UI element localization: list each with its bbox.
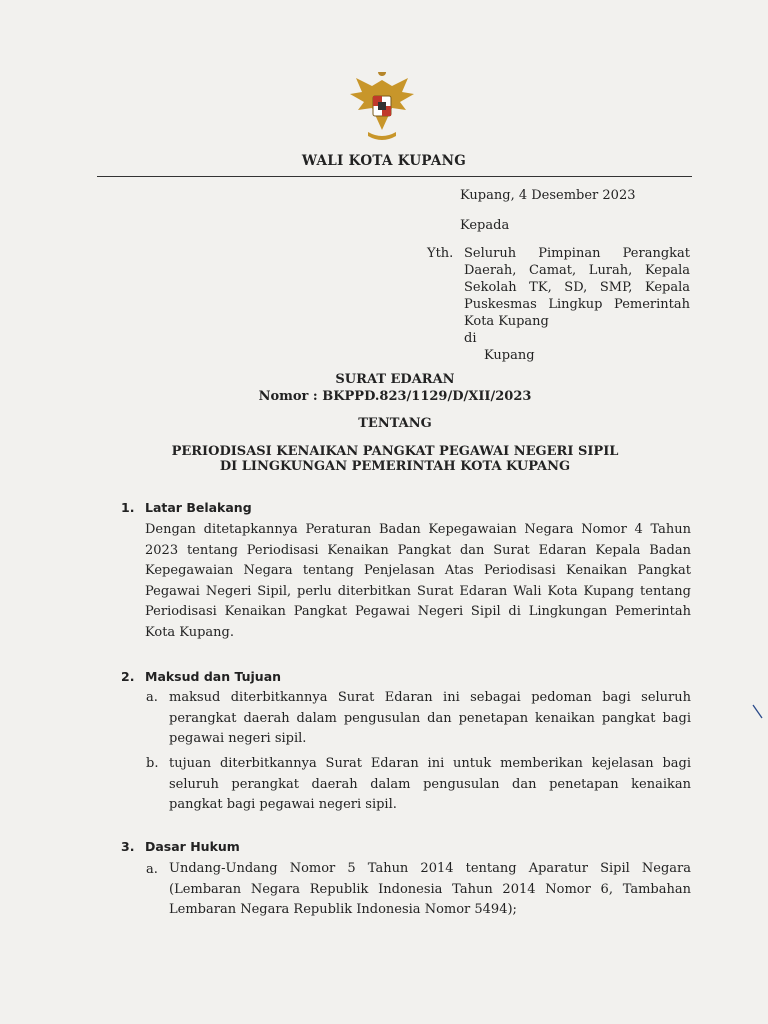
section-number: 2. <box>121 669 135 684</box>
paragraph-line: pangkat bagi pegawai negeri sipil. <box>169 797 397 813</box>
paragraph-line: Undang-Undang Nomor 5 Tahun 2014 tentang Aparatur Sipil Negara <box>169 861 691 876</box>
place-label: Kupang <box>484 348 535 363</box>
circular-title: SURAT EDARAN <box>335 372 455 387</box>
section-number: 3. <box>121 839 135 854</box>
list-marker: b. <box>146 756 159 771</box>
list-item <box>169 754 691 816</box>
di-label: di <box>464 331 477 346</box>
paragraph-line: 2023 tentang Periodisasi Kenaikan Pangkat dan Surat Edaran Kepala Badan <box>145 542 691 558</box>
section-paragraph <box>145 520 691 644</box>
recipient-line: Seluruh Pimpinan Perangkat <box>464 246 690 261</box>
subject-line: PERIODISASI KENAIKAN PANGKAT PEGAWAI NEGERI SIPIL <box>171 444 619 459</box>
paragraph-line: pegawai negeri sipil. <box>169 731 307 747</box>
recipient-line: Sekolah TK, SD, SMP, Kepala <box>464 280 690 295</box>
paragraph-line: Kepegawaian Negara tentang Penjelasan Atas Periodisasi Kenaikan Pangkat <box>145 563 691 579</box>
circular-number: Nomor : BKPPD.823/1129/D/XII/2023 <box>258 389 532 404</box>
paragraph-line: Lembaran Negara Republik Indonesia Nomor 5494); <box>169 902 517 918</box>
letterhead-rule <box>97 176 692 177</box>
recipient-line: Puskesmas Lingkup Pemerintah <box>464 297 690 312</box>
paragraph-line: Dengan ditetapkannya Peraturan Badan Kepegawaian Negara Nomor 4 Tahun <box>145 522 691 537</box>
paragraph-line: seluruh perangkat daerah dalam pengusulan dan penetapan kenaikan <box>169 776 691 792</box>
paragraph-line: perangkat daerah dalam pengusulan dan penetapan kenaikan pangkat bagi <box>169 710 691 726</box>
list-item <box>169 688 691 750</box>
paragraph-line: Pegawai Negeri Sipil, perlu diterbitkan Surat Edaran Wali Kota Kupang tentang <box>145 583 691 599</box>
recipient-line: Daerah, Camat, Lurah, Kepala <box>464 263 690 278</box>
list-marker: a. <box>146 862 158 877</box>
section-number: 1. <box>121 500 135 515</box>
paragraph-line: Kota Kupang. <box>145 624 234 640</box>
letterhead-org-name: WALI KOTA KUPANG <box>301 153 467 169</box>
list-marker: a. <box>146 690 158 705</box>
yth-label: Yth. <box>427 246 454 261</box>
paragraph-line: maksud diterbitkannya Surat Edaran ini sebagai pedoman bagi seluruh <box>169 690 691 705</box>
list-item <box>169 859 691 921</box>
recipient-line: Kota Kupang <box>464 314 549 329</box>
section-heading: Dasar Hukum <box>145 839 240 854</box>
scan-mark-icon <box>752 704 764 720</box>
about-label: TENTANG <box>358 416 432 431</box>
kepada-label: Kepada <box>460 218 510 233</box>
date-line: Kupang, 4 Desember 2023 <box>460 188 636 203</box>
section-heading: Latar Belakang <box>145 500 252 515</box>
paragraph-line: Periodisasi Kenaikan Pangkat Pegawai Negeri Sipil di Lingkungan Pemerintah <box>145 604 691 620</box>
paragraph-line: tujuan diterbitkannya Surat Edaran ini untuk memberikan kejelasan bagi <box>169 756 691 771</box>
garuda-emblem-icon <box>342 72 422 144</box>
section-heading: Maksud dan Tujuan <box>145 669 282 684</box>
paragraph-line: (Lembaran Negara Republik Indonesia Tahun 2014 Nomor 6, Tambahan <box>169 881 691 897</box>
subject-line: DI LINGKUNGAN PEMERINTAH KOTA KUPANG <box>219 459 571 474</box>
